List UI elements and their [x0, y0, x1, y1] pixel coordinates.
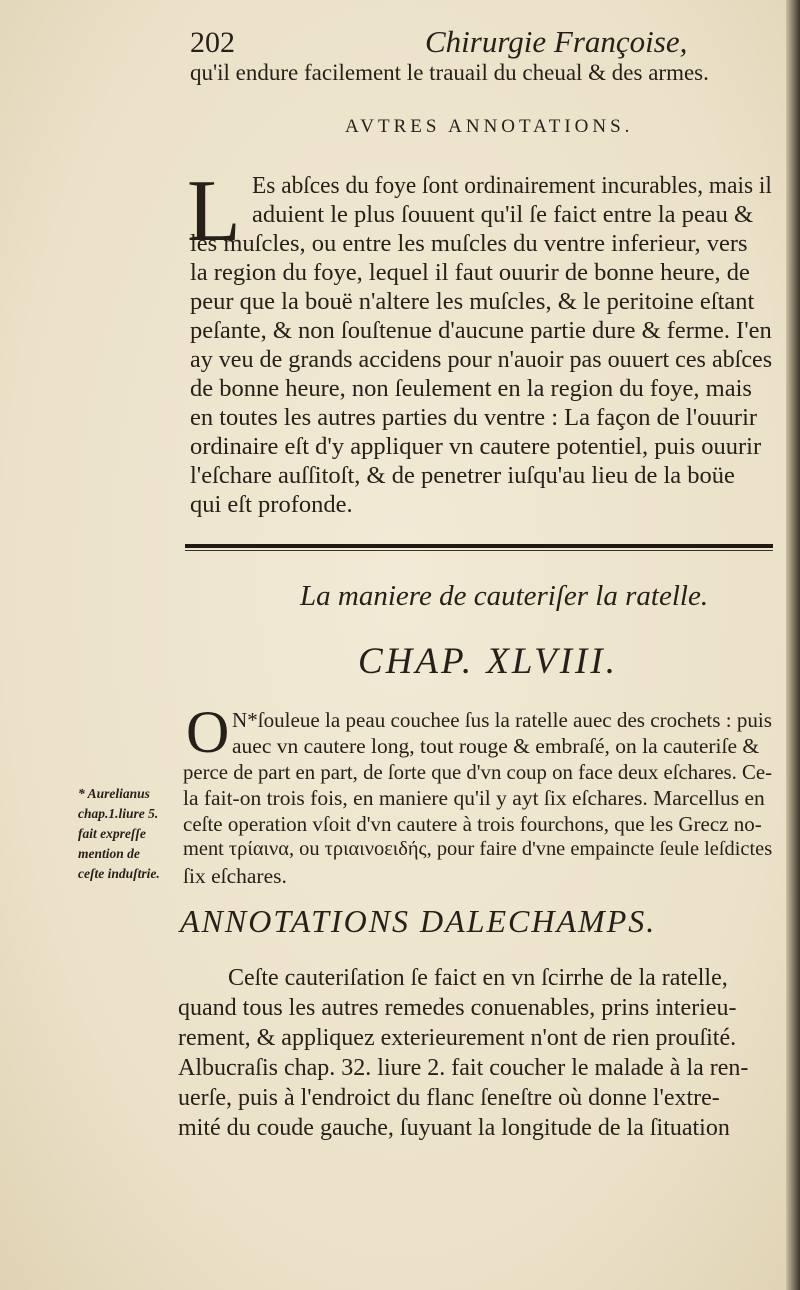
text-line: la region du foye, lequel il faut ouurir de bonne heure, de: [190, 259, 750, 286]
text-line: les muſcles, ou entre les muſcles du ventre inferieur, vers: [190, 230, 748, 257]
margin-note-line: chap.1.liure 5.: [78, 806, 159, 821]
text-line: l'eſchare auſſitoſt, & de penetrer iuſqu'au lieu de la boüe: [190, 462, 735, 489]
text-line: Ceſte cauteriſation ſe faict en vn ſcirrhe de la ratelle,: [228, 965, 728, 991]
margin-note-line: fait expreſſe: [78, 826, 146, 841]
section-divider-rule: [185, 544, 773, 548]
drop-cap-o: O: [186, 699, 230, 765]
carryover-line: qu'il endure facilement le trauail du cheual & des armes.: [190, 60, 709, 85]
section-divider-thin-rule: [185, 550, 773, 551]
text-line: quand tous les autres remedes conuenables, prins interieu-: [178, 995, 737, 1021]
text-line: de bonne heure, non ſeulement en la region du foye, mais: [190, 375, 752, 402]
text-line: Albucraſis chap. 32. liure 2. fait coucher le malade à la ren-: [178, 1055, 749, 1081]
section-title-autres-annotations: AVTRES ANNOTATIONS.: [345, 116, 634, 137]
text-line: rement, & appliquez exterieurement n'ont de rien prouſité.: [178, 1025, 737, 1051]
running-title: Chirurgie Françoise,: [425, 24, 688, 59]
text-line: ordinaire eſt d'y appliquer vn cautere potentiel, puis ouurir: [190, 433, 762, 460]
margin-note-line: * Aurelianus: [78, 786, 150, 801]
page-number: 202: [190, 26, 235, 59]
text-line: ceſte operation vſoit d'vn cautere à trois fourchons, que les Grecz no-: [183, 812, 762, 836]
text-line: ment τρίαινα, ou τριαινοειδής, pour faire d'vne empaincte ſeule leſdictes: [183, 838, 773, 860]
section-title-annotations-dalechamps: ANNOTATIONS DALECHAMPS.: [180, 903, 657, 939]
text-line: mité du coude gauche, ſuyuant la longitude de la ſituation: [178, 1115, 730, 1141]
chapter-number: CHAP. XLVIII.: [358, 641, 618, 682]
text-line: auec vn cautere long, tout rouge & embraſé, on la cauteriſe &: [232, 734, 760, 758]
book-spine-edge: [786, 0, 800, 1290]
text-line: N*ſouleue la peau couchee ſus la ratelle auec des crochets : puis: [232, 708, 772, 732]
text-line: ſix eſchares.: [183, 864, 287, 888]
chapter-title: La maniere de cauteriſer la ratelle.: [300, 580, 709, 612]
text-line: la fait-on trois fois, en maniere qu'il y ayt ſix eſchares. Marcellus en: [183, 786, 765, 810]
text-line: qui eſt profonde.: [190, 491, 353, 518]
text-line: en toutes les autres parties du ventre : La façon de l'ouurir: [190, 404, 758, 431]
drop-cap-l: L: [187, 163, 241, 260]
text-line: ay veu de grands accidens pour n'auoir pas ouuert ces abſces: [190, 346, 773, 373]
text-line: peſante, & non ſouſtenue d'aucune partie dure & ferme. I'en: [190, 317, 772, 344]
text-line: uerſe, puis à l'endroict du flanc ſeneſtre où donne l'extre-: [178, 1085, 720, 1111]
margin-note-line: ceſte induſtrie.: [78, 866, 160, 881]
text-line: perce de part en part, de ſorte que d'vn coup on face deux eſchares. Ce-: [183, 760, 773, 784]
text-line: Es abſces du foye ſont ordinairement incurables, mais il: [252, 172, 772, 199]
text-line: peur que la bouë n'altere les muſcles, & le peritoine eſtant: [190, 288, 755, 315]
text-line: aduient le plus ſouuent qu'il ſe faict entre la peau &: [252, 201, 754, 228]
margin-note-line: mention de: [78, 846, 140, 861]
